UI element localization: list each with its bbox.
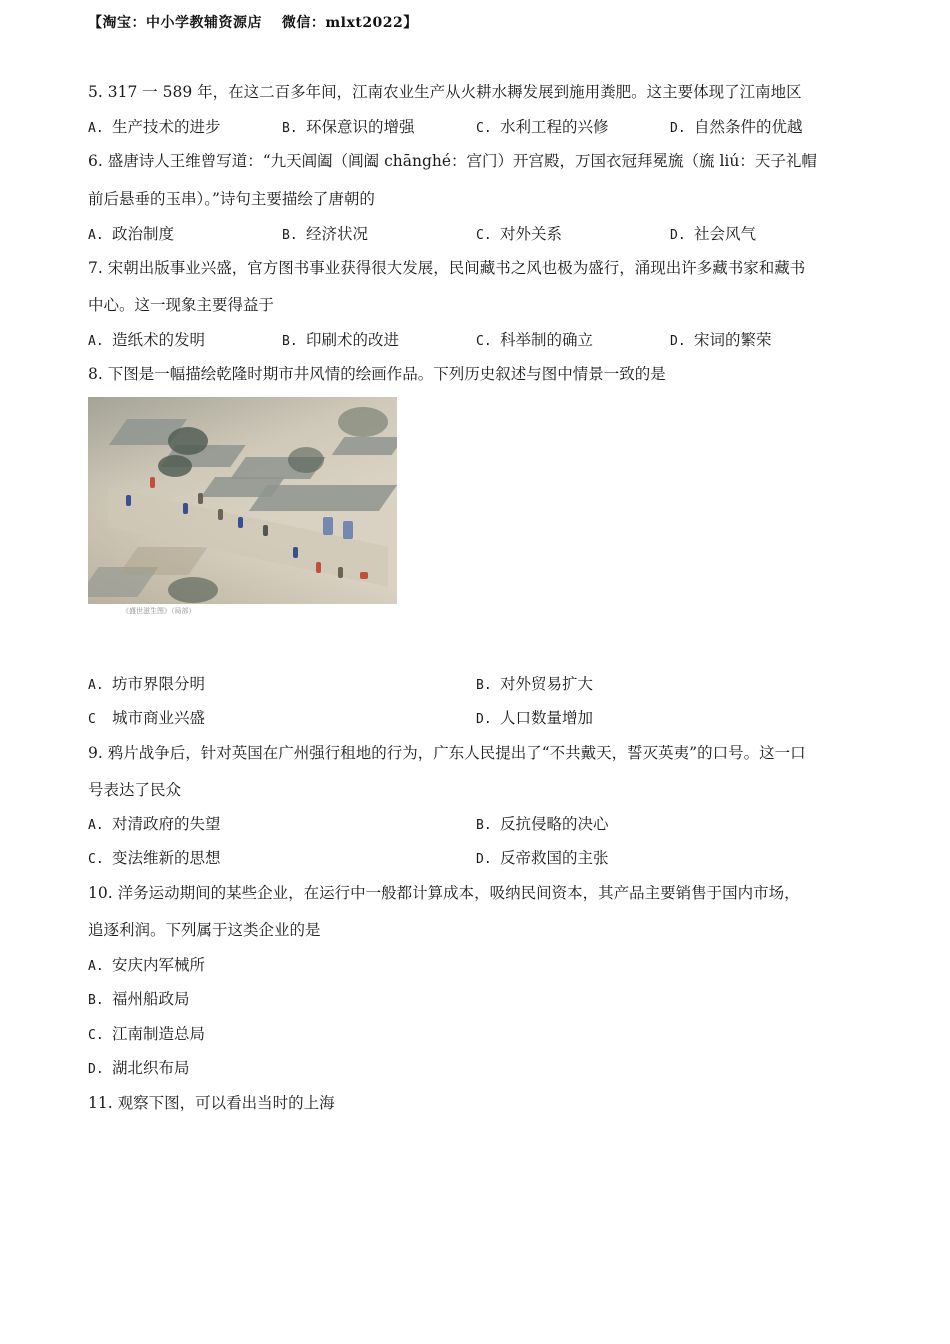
- option-letter: A.: [88, 678, 104, 693]
- option-text: 反帝救国的主张: [500, 849, 609, 867]
- q5-option-a[interactable]: [88, 117, 221, 139]
- watermark-header: 【淘宝：中小学教辅资源店 微信：mlxt2022】: [88, 15, 418, 31]
- option-letter: C.: [88, 852, 104, 867]
- boat-shape: [118, 547, 208, 575]
- option-text: 政治制度: [112, 225, 175, 243]
- option-text: 自然条件的优越: [694, 118, 803, 136]
- lantern-shape: [360, 572, 368, 579]
- figure-shape: [238, 517, 243, 528]
- q10-option-d[interactable]: [88, 1058, 190, 1080]
- option-letter: B.: [476, 818, 492, 833]
- option-text: 对外贸易扩大: [500, 675, 594, 693]
- question-9-stem-line-2: 号表达了民众: [88, 781, 182, 799]
- tree-shape: [288, 447, 324, 473]
- option-text: 变法维新的思想: [112, 849, 221, 867]
- question-8-stem: 8. 下图是一幅描绘乾隆时期市井风情的绘画作品。下列历史叙述与图中情景一致的是: [88, 365, 666, 383]
- option-text: 造纸术的发明: [112, 331, 206, 349]
- figure-shape: [126, 495, 131, 506]
- tree-shape: [158, 455, 192, 477]
- q7-option-c[interactable]: [476, 330, 593, 352]
- tree-shape: [168, 577, 218, 603]
- q6-option-b[interactable]: [282, 224, 368, 246]
- option-text: 反抗侵略的决心: [500, 815, 609, 833]
- q9-option-c[interactable]: [88, 848, 221, 870]
- market-scene-painting: [88, 397, 397, 604]
- q7-option-a[interactable]: [88, 330, 205, 352]
- q7-option-b[interactable]: [282, 330, 399, 352]
- option-letter: B.: [282, 228, 298, 243]
- figure-shape: [198, 493, 203, 504]
- q6-option-c[interactable]: [476, 224, 562, 246]
- option-text: 社会风气: [694, 225, 757, 243]
- option-letter: C: [88, 712, 96, 727]
- option-text: 人口数量增加: [500, 709, 594, 727]
- question-10-stem-line-2: 追逐利润。下列属于这类企业的是: [88, 921, 321, 939]
- option-letter: D.: [670, 334, 686, 349]
- option-text: 经济状况: [306, 225, 369, 243]
- option-letter: C.: [88, 1028, 104, 1043]
- question-11-stem: 11. 观察下图，可以看出当时的上海: [88, 1094, 335, 1112]
- question-6-stem-line-2: 前后悬垂的玉串）。”诗句主要描绘了唐朝的: [88, 190, 375, 208]
- banner-shape: [323, 517, 333, 535]
- option-text: 生产技术的进步: [112, 118, 221, 136]
- roof-shape: [201, 477, 285, 497]
- option-letter: A.: [88, 334, 104, 349]
- option-letter: D.: [670, 228, 686, 243]
- figure-shape: [263, 525, 268, 536]
- question-5-stem: 5. 317 一 589 年，在这二百多年间，江南农业生产从火耕水耨发展到施用粪肥。这主要体现了江南地区: [88, 83, 802, 101]
- figure-shape: [338, 567, 343, 578]
- option-letter: B.: [88, 993, 104, 1008]
- tree-shape: [168, 427, 208, 455]
- q8-option-a[interactable]: [88, 674, 205, 696]
- figure-shape: [183, 503, 188, 514]
- option-letter: A.: [88, 959, 104, 974]
- option-text: 福州船政局: [112, 990, 190, 1008]
- option-text: 对外关系: [500, 225, 563, 243]
- q8-option-d[interactable]: [476, 708, 593, 730]
- option-text: 城市商业兴盛: [112, 709, 206, 727]
- option-text: 坊市界限分明: [112, 675, 206, 693]
- roof-shape: [332, 437, 397, 455]
- figure-shape: [150, 477, 155, 488]
- q6-option-d[interactable]: [670, 224, 756, 246]
- figure-shape: [218, 509, 223, 520]
- option-letter: D.: [476, 852, 492, 867]
- figure-shape: [316, 562, 321, 573]
- q10-option-c[interactable]: [88, 1024, 205, 1046]
- option-letter: A.: [88, 121, 104, 136]
- option-letter: C.: [476, 334, 492, 349]
- tree-shape: [338, 407, 388, 437]
- question-6-stem-line-1: 6. 盛唐诗人王维曾写道：“九天阊阖（阊阖 chānghé：宫门）开宫殿，万国衣冠拜冕旒（旒 liú：天子礼帽: [88, 152, 817, 170]
- option-letter: C.: [476, 228, 492, 243]
- option-letter: D.: [476, 712, 492, 727]
- option-text: 环保意识的增强: [306, 118, 415, 136]
- q9-option-b[interactable]: [476, 814, 609, 836]
- option-text: 宋词的繁荣: [694, 331, 772, 349]
- option-letter: D.: [670, 121, 686, 136]
- question-10-stem-line-1: 10. 洋务运动期间的某些企业，在运行中一般都计算成本，吸纳民间资本，其产品主要销售于国内市场，: [88, 884, 800, 902]
- q8-option-c[interactable]: [88, 708, 205, 730]
- q7-option-d[interactable]: [670, 330, 772, 352]
- question-7-stem-line-1: 7. 宋朝出版事业兴盛，官方图书事业获得很大发展，民间藏书之风也极为盛行，涌现出许多藏书家和藏书: [88, 259, 806, 277]
- q5-option-d[interactable]: [670, 117, 803, 139]
- option-letter: B.: [476, 678, 492, 693]
- option-text: 江南制造总局: [112, 1025, 206, 1043]
- question-7-stem-line-2: 中心。这一现象主要得益于: [88, 296, 275, 314]
- q10-option-a[interactable]: [88, 955, 205, 977]
- option-letter: A.: [88, 228, 104, 243]
- q9-option-d[interactable]: [476, 848, 609, 870]
- option-letter: B.: [282, 334, 298, 349]
- option-text: 科举制的确立: [500, 331, 594, 349]
- q5-option-b[interactable]: [282, 117, 415, 139]
- q9-option-a[interactable]: [88, 814, 221, 836]
- option-text: 水利工程的兴修: [500, 118, 609, 136]
- painting-caption: 《盛世滋生图》（局部）: [122, 607, 196, 615]
- q8-option-b[interactable]: [476, 674, 593, 696]
- option-text: 印刷术的改进: [306, 331, 400, 349]
- option-text: 湖北织布局: [112, 1059, 190, 1077]
- option-text: 对清政府的失望: [112, 815, 221, 833]
- option-letter: D.: [88, 1062, 104, 1077]
- option-letter: B.: [282, 121, 298, 136]
- option-letter: A.: [88, 818, 104, 833]
- q5-option-c[interactable]: [476, 117, 609, 139]
- figure-shape: [293, 547, 298, 558]
- banner-shape: [343, 521, 353, 539]
- q10-option-b[interactable]: [88, 989, 190, 1011]
- option-letter: C.: [476, 121, 492, 136]
- q6-option-a[interactable]: [88, 224, 174, 246]
- question-9-stem-line-1: 9. 鸦片战争后，针对英国在广州强行租地的行为，广东人民提出了“不共戴天，誓灭英夷”的口号。这一口: [88, 744, 806, 762]
- option-text: 安庆内军械所: [112, 956, 206, 974]
